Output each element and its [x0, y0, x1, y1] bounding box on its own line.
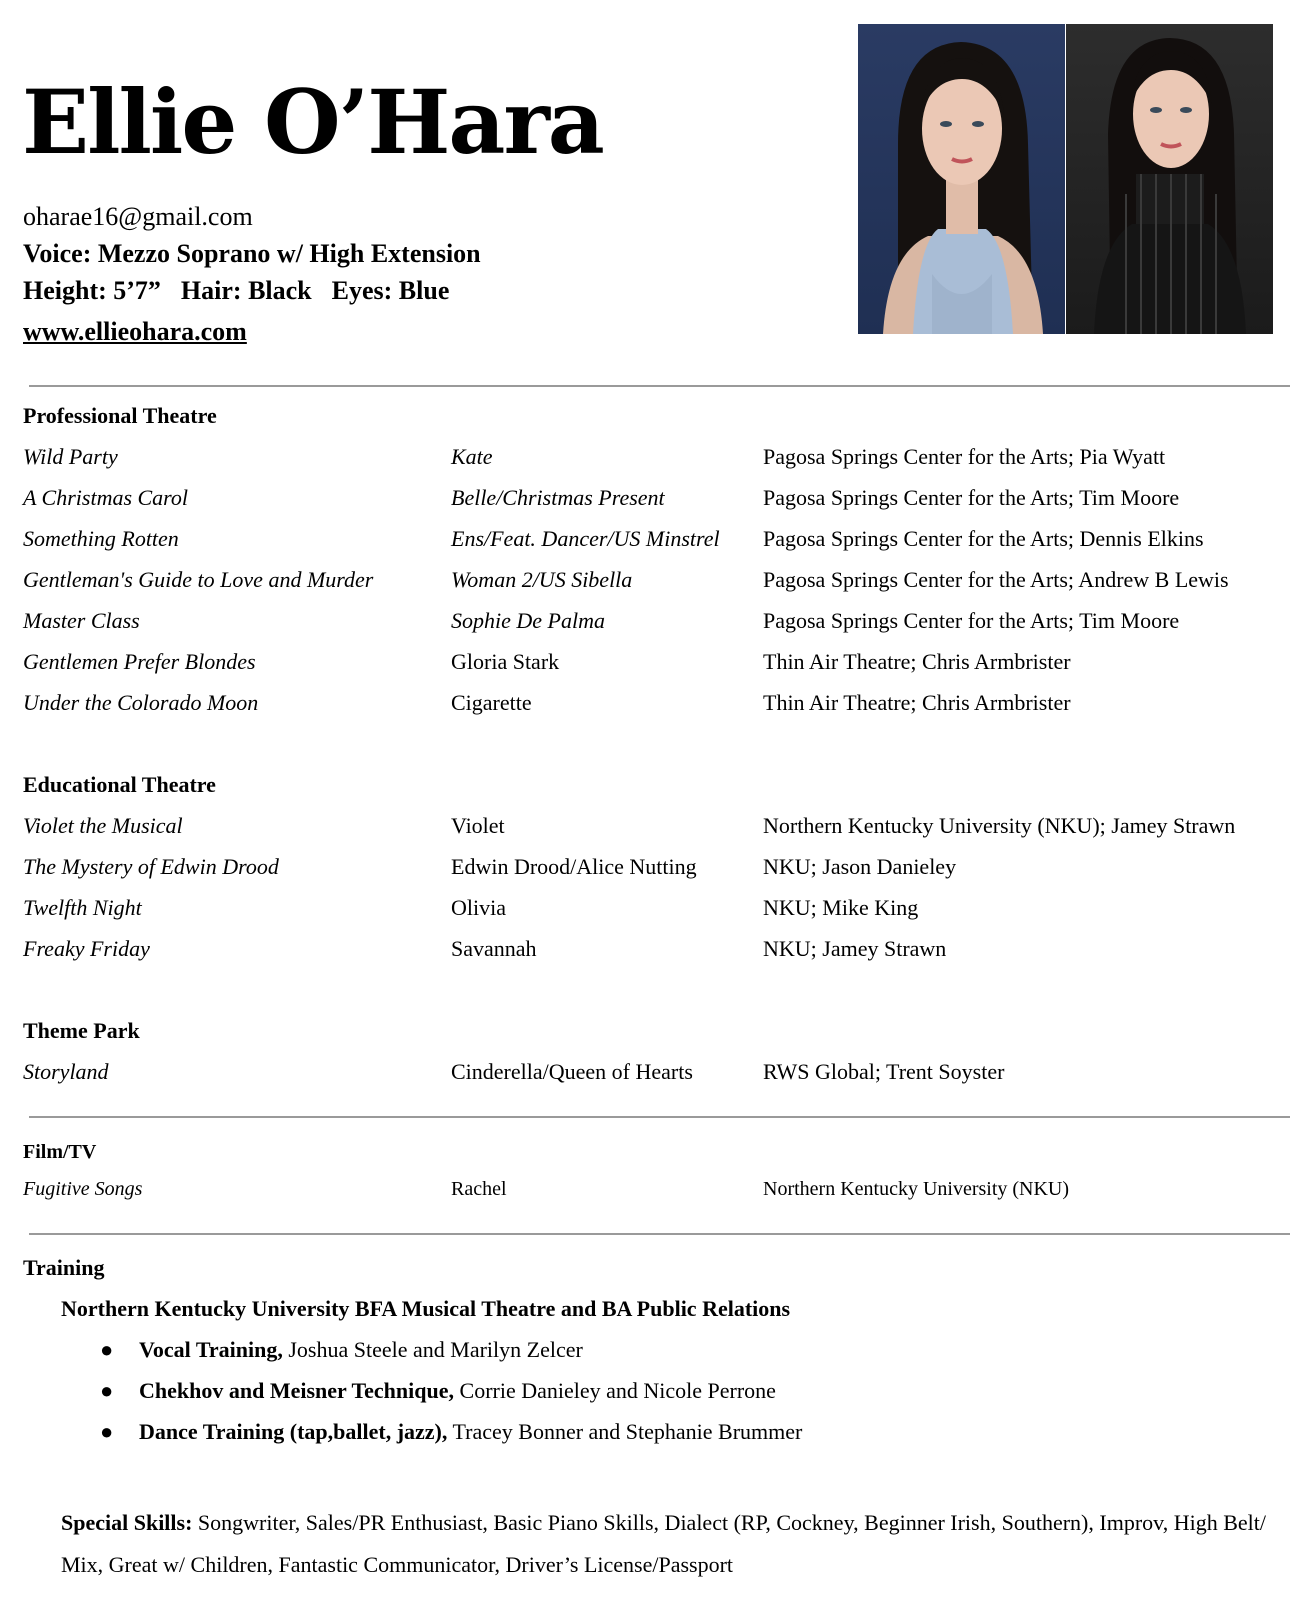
divider-film — [29, 1116, 1290, 1118]
contact-block — [23, 198, 481, 350]
actor-name: Ellie O’Hara — [22, 70, 603, 174]
training-label: Vocal Training, — [139, 1337, 283, 1362]
training-teachers: Joshua Steele and Marilyn Zelcer — [282, 1337, 583, 1362]
show-title: Violet the Musical — [23, 813, 183, 838]
hair: Hair: Black — [180, 276, 312, 305]
role: Ens/Feat. Dancer/US Minstrel — [451, 526, 720, 551]
credit-row — [23, 567, 1293, 607]
headshots — [858, 24, 1273, 334]
show-title: Gentlemen Prefer Blondes — [23, 649, 256, 674]
role: Gloria Stark — [451, 649, 560, 674]
credit-row — [23, 526, 1293, 566]
role: Kate — [451, 444, 493, 469]
role: Cinderella/Queen of Hearts — [451, 1059, 693, 1084]
email: oharae16@gmail.com — [23, 202, 253, 231]
venue-director: RWS Global; Trent Soyster — [763, 1059, 1005, 1084]
role: Woman 2/US Sibella — [451, 567, 633, 592]
website-link[interactable]: www.ellieohara.com — [23, 317, 247, 346]
section-title-film: Film/TV — [23, 1141, 97, 1163]
venue-director: Pagosa Springs Center for the Arts; Andrew B Lewis — [763, 567, 1229, 592]
training-label: Dance Training (tap,ballet, jazz), — [139, 1419, 448, 1444]
credit-row — [23, 649, 1293, 689]
bullet-icon: ● — [100, 1378, 114, 1403]
training-label: Chekhov and Meisner Technique, — [139, 1378, 455, 1403]
venue-director: NKU; Jason Danieley — [763, 854, 957, 879]
section-title-training: Training — [23, 1255, 105, 1280]
credit-row — [23, 485, 1293, 525]
show-title: Twelfth Night — [23, 895, 142, 920]
height: Height: 5’7” — [23, 276, 161, 305]
credit-row — [23, 854, 1293, 894]
credit-row — [23, 813, 1293, 853]
show-title: Storyland — [23, 1059, 109, 1084]
show-title: Gentleman's Guide to Love and Murder — [23, 567, 374, 592]
credit-row — [23, 936, 1293, 976]
venue-director: Pagosa Springs Center for the Arts; Tim Moore — [763, 608, 1180, 633]
venue-director: Pagosa Springs Center for the Arts; Tim Moore — [763, 485, 1180, 510]
venue-director: Thin Air Theatre; Chris Armbrister — [763, 649, 1071, 674]
section-title-educational: Educational Theatre — [23, 772, 216, 797]
credit-row — [23, 1059, 1293, 1099]
credit-row — [23, 444, 1293, 484]
divider-training — [29, 1233, 1290, 1235]
divider-header — [29, 385, 1290, 387]
skills-label: Special Skills: — [61, 1510, 193, 1535]
venue-director: Thin Air Theatre; Chris Armbrister — [763, 690, 1071, 715]
headshot-dark-background — [1066, 24, 1273, 334]
section-title-themepark: Theme Park — [23, 1018, 140, 1043]
show-title: Master Class — [23, 608, 140, 633]
credit-row — [23, 895, 1293, 935]
venue-director: Pagosa Springs Center for the Arts; Dennis Elkins — [763, 526, 1204, 551]
training-teachers: Corrie Danieley and Nicole Perrone — [454, 1378, 776, 1403]
show-title: Something Rotten — [23, 526, 179, 551]
section-title-professional: Professional Theatre — [23, 403, 217, 428]
credit-row — [23, 1178, 1293, 1218]
role: Edwin Drood/Alice Nutting — [451, 854, 697, 879]
role: Savannah — [451, 936, 537, 961]
venue-director: NKU; Mike King — [763, 895, 919, 920]
physical-stats — [23, 272, 481, 309]
headshot-blue-background — [858, 24, 1065, 334]
show-title: The Mystery of Edwin Drood — [23, 854, 279, 879]
show-title: Fugitive Songs — [23, 1178, 143, 1200]
venue-director: NKU; Jamey Strawn — [763, 936, 947, 961]
bullet-icon: ● — [100, 1337, 114, 1362]
skills-text: Songwriter, Sales/PR Enthusiast, Basic Piano Skills, Dialect (RP, Cockney, Beginner Irish, Southern), Improv, High Belt/ Mix, Great w/ Children, Fantastic Communicator, Driver’s License/Passport — [61, 1510, 1266, 1577]
role: Belle/Christmas Present — [451, 485, 665, 510]
training-teachers: Tracey Bonner and Stephanie Brummer — [447, 1419, 803, 1444]
show-title: Freaky Friday — [23, 936, 150, 961]
show-title: A Christmas Carol — [23, 485, 189, 510]
credit-row — [23, 690, 1293, 730]
show-title: Wild Party — [23, 444, 118, 469]
eyes: Eyes: Blue — [331, 276, 450, 305]
role: Cigarette — [451, 690, 532, 715]
bullet-icon: ● — [100, 1419, 114, 1444]
role: Rachel — [451, 1178, 507, 1200]
role: Violet — [451, 813, 505, 838]
special-skills — [61, 1502, 1286, 1586]
show-title: Under the Colorado Moon — [23, 690, 259, 715]
venue-director: Northern Kentucky University (NKU) — [763, 1178, 1070, 1200]
training-school: Northern Kentucky University BFA Musical Theatre and BA Public Relations — [61, 1296, 791, 1321]
role: Olivia — [451, 895, 506, 920]
voice-type: Voice: Mezzo Soprano w/ High Extension — [23, 239, 481, 268]
venue-director: Northern Kentucky University (NKU); Jamey Strawn — [763, 813, 1236, 838]
venue-director: Pagosa Springs Center for the Arts; Pia Wyatt — [763, 444, 1166, 469]
role: Sophie De Palma — [451, 608, 605, 633]
credit-row — [23, 608, 1293, 648]
